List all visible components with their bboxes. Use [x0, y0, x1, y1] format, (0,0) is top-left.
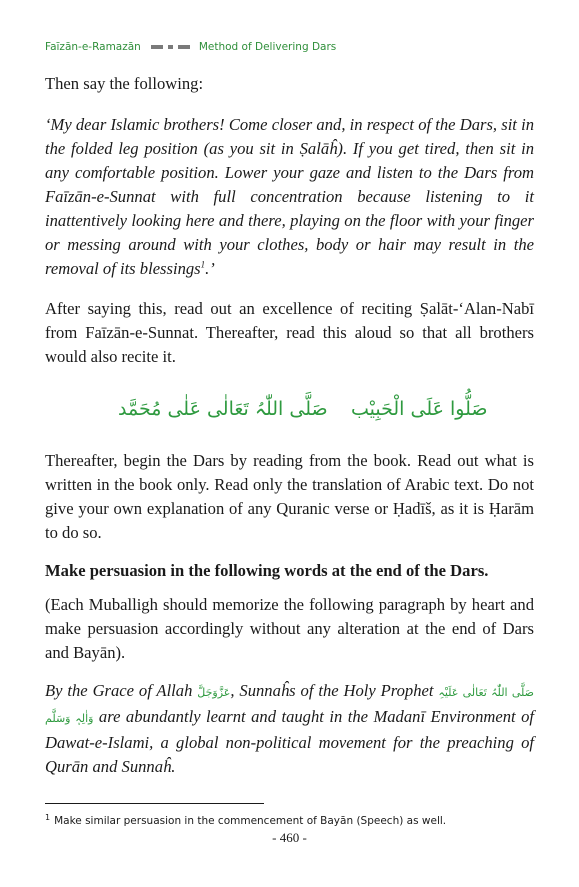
header-separator [151, 45, 190, 49]
grace-paragraph [45, 679, 534, 779]
quote-text: ‘My dear Islamic brothers! Come closer and, in respect of the Dars, sit in the folded leg position (as you sit in Ṣalāĥ). If you get tired, then sit in any comfortable position. Lower your gaze and listen to the Dars from Faīzān-e-Sunnat with full concentration because listening to it inattentively looking here and there, playing on the floor with your finger or messing around with your clothes, body or hair may result in the removal of its blessings [45, 115, 534, 278]
grace-text-2: , Sunnaĥs of the Holy Prophet [230, 681, 439, 700]
page-body [45, 72, 534, 779]
footnote-divider [45, 803, 264, 804]
grace-text-3: are abundantly learnt and taught in the Madanī Environment of Dawat-e-Islami, a global non-political movement for the preaching of Qurān and Sunnaĥ. [45, 707, 534, 776]
footnote-marker: 1 [45, 812, 51, 822]
footnote-text: Make similar persuasion in the commencement of Bayān (Speech) as well. [54, 815, 447, 827]
footnote-reference: 1 [200, 259, 206, 270]
book-title: Faīzān-e-Ramazān [45, 41, 141, 53]
chapter-title: Method of Delivering Dars [198, 41, 337, 53]
quote-closing: .’ [205, 259, 215, 278]
page-number: - 460 - [272, 830, 307, 845]
muballigh-note: (Each Muballigh should memorize the following paragraph by heart and make persuasion accordingly without any alteration at the end of Dars and Bayān). [45, 595, 534, 662]
arabic-honorific-allah: عَزَّوَجَلَّ [197, 686, 231, 699]
persuasion-heading: Make persuasion in the following words at the end of the Dars. [45, 561, 489, 580]
after-saying-paragraph: After saying this, read out an excellence of reciting Ṣalāt-‘Alan-Nabī from Faīzān-e-Sunnat. Thereafter, read this aloud so that all brothers would also recite it. [45, 299, 534, 366]
arabic-salutation-row [45, 383, 534, 449]
arabic-salutation-right: صَلَّی اللّٰہُ تَعَالٰی عَلٰی مُحَمَّد [118, 398, 328, 420]
quote-paragraph [45, 113, 534, 281]
footnote [45, 812, 545, 827]
arabic-honorific-prophet: صَلَّی اللّٰہُ تَعَالٰی عَلَیْہِ وَاٰلِہٖ وَسَلَّم [45, 686, 534, 725]
running-header [45, 38, 545, 56]
grace-text-1: By the Grace of Allah [45, 681, 198, 700]
arabic-salutation-left: صَلُّوا عَلَی الْحَبِیْب [351, 398, 488, 420]
intro-paragraph: Then say the following: [45, 74, 204, 93]
dars-instruction-paragraph: Thereafter, begin the Dars by reading from the book. Read out what is written in the book only. Read only the translation of Arabic text. Do not give your own explanation of any Quranic verse or Ḥadīš, as it is Ḥarām to do so. [45, 451, 534, 542]
